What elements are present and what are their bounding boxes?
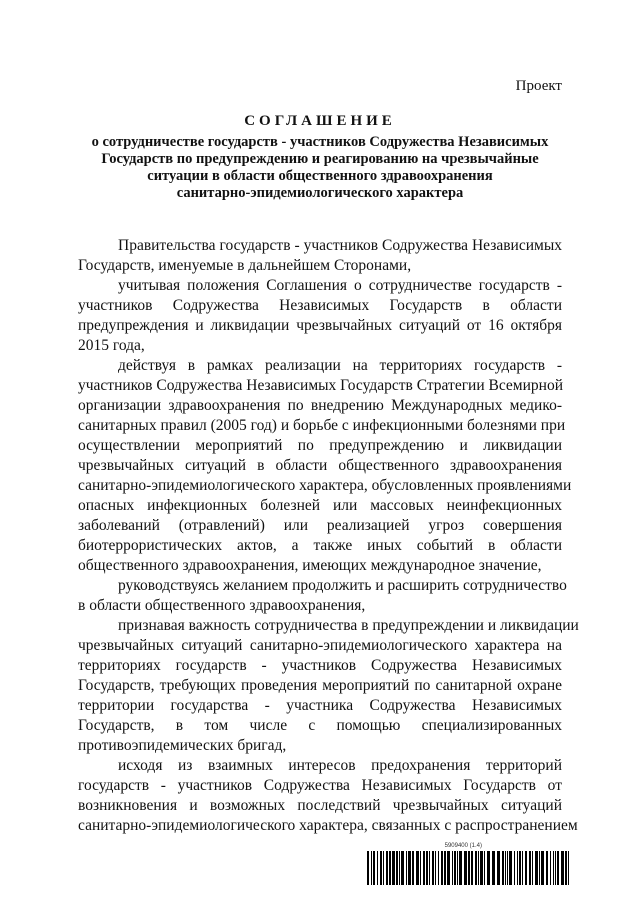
barcode-bar	[457, 851, 458, 885]
barcode-bar	[478, 851, 479, 885]
barcode-bar	[555, 851, 556, 885]
paragraph-line: общественного здравоохранения, имеющих международное значение,	[78, 557, 542, 574]
barcode-image	[367, 851, 570, 885]
barcode-bar	[546, 851, 548, 885]
barcode-bar	[454, 851, 456, 885]
document-subtitle	[60, 134, 580, 202]
barcode-bar	[392, 851, 395, 885]
paragraph	[78, 756, 578, 836]
barcode-bar	[399, 851, 400, 885]
barcode-bar	[550, 851, 551, 885]
barcode-bar	[438, 851, 439, 885]
paragraph-line: территории государства - участника Содружества Независимых	[78, 697, 562, 714]
paragraph-line: участников Содружества Независимых Государств Стратегии Всемирной	[78, 377, 563, 394]
barcode-bar	[502, 851, 504, 885]
barcode-bar	[532, 851, 533, 885]
barcode-bar	[408, 851, 411, 885]
barcode-bar	[475, 851, 477, 885]
paragraph-line: 2015 года,	[78, 337, 145, 354]
barcode-bar	[471, 851, 473, 885]
paragraph-line: признавая важность сотрудничества в предупреждении и ликвидации	[118, 617, 579, 634]
paragraph-line: руководствуясь желанием продолжить и расширить сотрудничество	[118, 577, 567, 594]
paragraph-line: Государств, требующих проведения мероприятий по санитарной охране	[78, 677, 562, 694]
barcode-bar	[557, 851, 559, 885]
barcode-bar	[452, 851, 453, 885]
barcode-bar	[389, 851, 391, 885]
barcode-bar	[383, 851, 384, 885]
barcode-bar	[553, 851, 554, 885]
barcode-bar	[386, 851, 388, 885]
paragraph-line: действуя в рамках реализации на территориях государств -	[118, 357, 562, 374]
paragraph-line: в области общественного здравоохранения,	[78, 597, 366, 614]
barcode-bar	[426, 851, 428, 885]
barcode-bar	[468, 851, 470, 885]
paragraph-line: санитарных правил (2005 год) и борьбе с инфекционными болезнями при	[78, 417, 566, 434]
paragraph-line: санитарно-эпидемиологического характера, связанных с распространением	[78, 817, 578, 834]
barcode-bar	[525, 851, 527, 885]
paragraph-line: заболеваний (отравлений) или реализацией угроз совершения	[78, 517, 562, 534]
barcode-bar	[432, 851, 434, 885]
barcode-block	[367, 843, 570, 887]
barcode-bar	[447, 851, 450, 885]
barcode-bar	[367, 851, 369, 885]
barcode-bar	[507, 851, 508, 885]
barcode-bar	[541, 851, 544, 885]
barcode-bar	[535, 851, 538, 885]
barcode-bar	[380, 851, 382, 885]
barcode-bar	[539, 851, 540, 885]
paragraph	[78, 276, 562, 356]
document-body	[78, 236, 579, 836]
barcode-bar	[519, 851, 521, 885]
barcode-bar	[412, 851, 414, 885]
barcode-bar	[371, 851, 372, 885]
barcode-bar	[435, 851, 436, 885]
barcode-bar	[568, 851, 569, 885]
paragraph-line: возникновения и возможных последствий чрезвычайных ситуаций	[78, 797, 562, 814]
subtitle-line: о сотрудничестве государств - участников Содружества Независимых	[91, 134, 549, 150]
paragraph-line: участников Содружества Независимых Государств в области	[78, 297, 562, 314]
barcode-bar	[505, 851, 506, 885]
paragraph-line: исходя из взаимных интересов предохранения территорий	[118, 757, 562, 774]
subtitle-line: ситуации в области общественного здравоохранения	[147, 168, 493, 184]
barcode-bar	[373, 851, 375, 885]
paragraph-line: государств - участников Содружества Независимых Государств от	[78, 777, 562, 794]
barcode-bar	[459, 851, 462, 885]
barcode-bar	[522, 851, 523, 885]
barcode-bar	[487, 851, 490, 885]
barcode-bar	[480, 851, 483, 885]
barcode-bar	[444, 851, 446, 885]
barcode-bar	[406, 851, 407, 885]
barcode-bar	[529, 851, 531, 885]
paragraph-line: Государств, в том числе с помощью специализированных	[78, 717, 562, 734]
barcode-bar	[561, 851, 564, 885]
paragraph-line: организации здравоохранения по внедрению Международных медико-	[78, 397, 562, 414]
barcode-bar	[416, 851, 419, 885]
paragraph-line: Правительства государств - участников Содружества Независимых	[118, 237, 562, 254]
paragraph	[78, 576, 567, 616]
barcode-bar	[509, 851, 512, 885]
barcode-bar	[464, 851, 467, 885]
paragraph-line: биотеррористических актов, а также иных событий в области	[78, 537, 562, 554]
barcode-bar	[517, 851, 518, 885]
paragraph-line: опасных инфекционных болезней или массовых неинфекционных	[78, 497, 562, 514]
paragraph-line: санитарно-эпидемиологического характера, обусловленных проявлениями	[78, 477, 572, 494]
subtitle-line: санитарно-эпидемиологического характера	[176, 185, 464, 201]
paragraph-line: предупреждения и ликвидации чрезвычайных ситуаций от 16 октября	[78, 317, 562, 334]
barcode-bar	[514, 851, 515, 885]
barcode-bar	[497, 851, 500, 885]
paragraph	[78, 356, 572, 576]
paragraph	[78, 236, 562, 276]
barcode-bar	[396, 851, 398, 885]
paragraph-line: противоэпидемических бригад,	[78, 737, 287, 754]
barcode-bar	[423, 851, 425, 885]
barcode-bar	[441, 851, 443, 885]
barcode-bar	[401, 851, 404, 885]
paragraph-line: осуществлении мероприятий по предупреждению и ликвидации	[78, 437, 562, 454]
barcode-bar	[492, 851, 495, 885]
barcode-bar	[377, 851, 378, 885]
paragraph-line: чрезвычайных ситуаций в области общественного здравоохранения	[78, 457, 562, 474]
paragraph-line: Государств, именуемые в дальнейшем Сторонами,	[78, 257, 412, 274]
paragraph	[78, 616, 579, 756]
paragraph-line: территориях государств - участников Содружества Независимых	[78, 657, 562, 674]
barcode-bar	[565, 851, 567, 885]
paragraph-line: учитывая положения Соглашения о сотрудничестве государств -	[118, 277, 562, 294]
barcode-number: 5909400 (1.4)	[444, 843, 482, 849]
project-label: Проект	[515, 78, 562, 94]
subtitle-line: Государств по предупреждению и реагированию на чрезвычайные	[101, 151, 539, 167]
document-title: СОГЛАШЕНИЕ	[244, 113, 396, 129]
barcode-bar	[429, 851, 430, 885]
barcode-bar	[420, 851, 421, 885]
barcode-bar	[484, 851, 485, 885]
paragraph-line: чрезвычайных ситуаций санитарно-эпидемиологического характера на	[78, 637, 562, 654]
